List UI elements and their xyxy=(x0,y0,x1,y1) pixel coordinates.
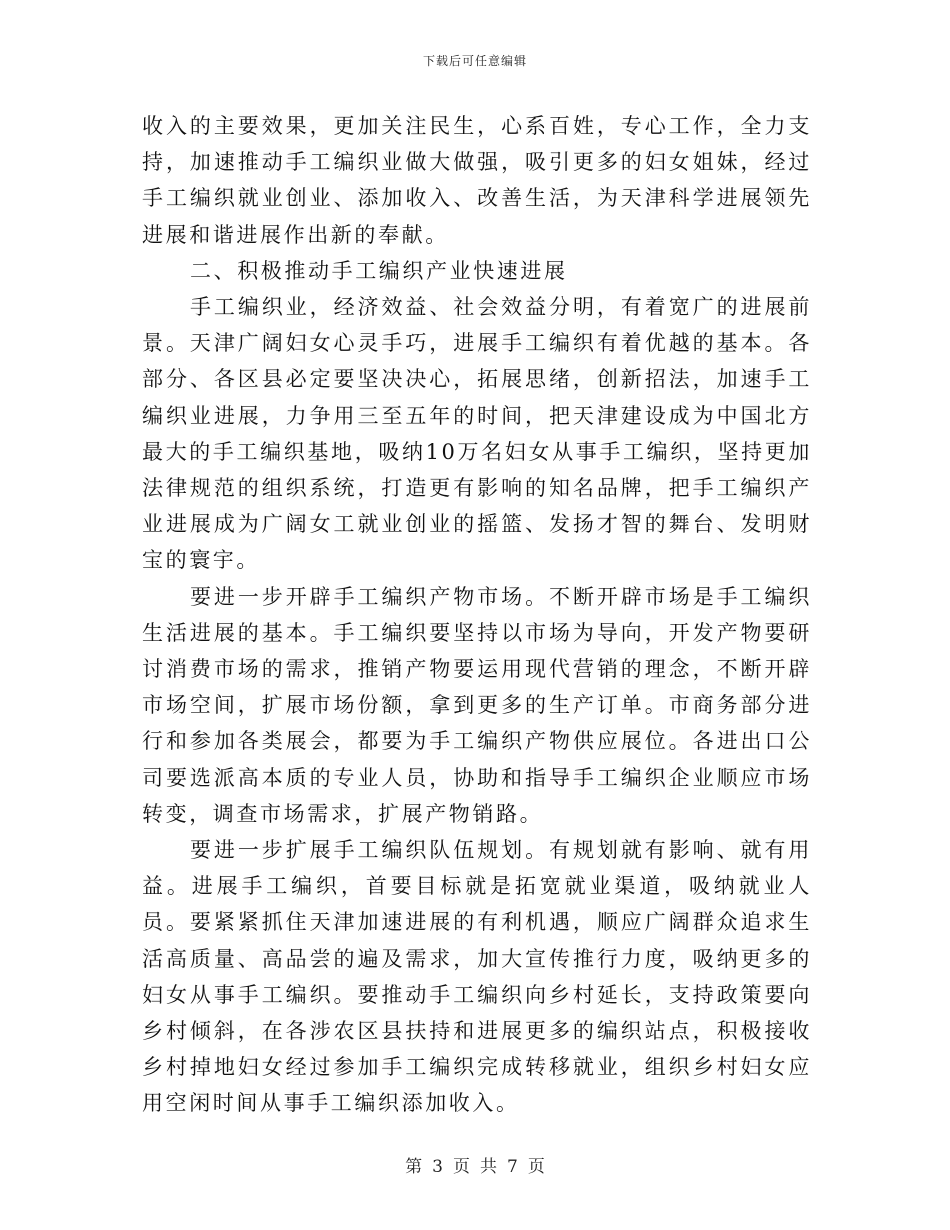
footer-total-word: 共 xyxy=(480,1157,497,1177)
paragraph-3: 要进一步开辟手工编织产物市场。不断开辟市场是手工编织生活进展的基本。手工编织要坚持以市场为导向，开发产物要研讨消费市场的需求，推销产物要运用现代营销的理念，不断开辟市场空间，扩展市场份额，拿到更多的生产订单。市商务部分进行和参加各类展会，都要为手工编织产物供应展位。各进出口公司要选派高本质的专业人员，协助和指导手工编织企业顺应市场转变，调查市场需求，扩展产物销路。 xyxy=(142,584,812,826)
body-text xyxy=(142,108,812,1122)
header-note: 下载后可任意编辑 xyxy=(422,54,527,68)
paragraph-4: 要进一步扩展手工编织队伍规划。有规划就有影响、就有用益。进展手工编织，首要目标就是拓宽就业渠道，吸纳就业人员。要紧紧抓住天津加速进展的有利机遇，顺应广阔群众追求生活高质量、高品尝的遍及需求，加大宣传推行力度，吸纳更多的妇女从事手工编织。要推动手工编织向乡村延长，支持政策要向乡村倾斜，在各涉农区县扶持和进展更多的编织站点，积极接收乡村掉地妇女经过参加手工编织完成转移就业，组织乡村妇女应用空闲时间从事手工编织添加收入。 xyxy=(142,838,812,1116)
footer-total-pages: 7 xyxy=(507,1157,518,1177)
footer-prefix: 第 xyxy=(405,1157,423,1177)
footer-suffix: 页 xyxy=(527,1157,545,1177)
paragraph-1: 收入的主要效果，更加关注民生，心系百姓，专心工作，全力支持，加速推动手工编织业做大做强，吸引更多的妇女姐妹，经过手工编织就业创业、添加收入、改善生活，为天津科学进展领先进展和谐进展作出新的奉献。 xyxy=(142,114,812,247)
footer-current-page: 3 xyxy=(432,1157,443,1177)
section-heading: 二、积极推动手工编织产业快速进展 xyxy=(190,258,568,283)
footer-page-word: 页 xyxy=(453,1157,470,1177)
page-footer xyxy=(0,1152,950,1177)
paragraph-2: 手工编织业，经济效益、社会效益分明，有着宽广的进展前景。天津广阔妇女心灵手巧，进展手工编织有着优越的基本。各部分、各区县必定要坚决决心，拓展思绪，创新招法，加速手工编织业进展，力争用三至五年的时间，把天津建设成为中国北方最大的手工编织基地，吸纳10万名妇女从事手工编织，坚持更加法律规范的组织系统，打造更有影响的知名品牌，把手工编织产业进展成为广阔女工就业创业的摇篮、发扬才智的舞台、发明财宝的寰宇。 xyxy=(142,295,812,573)
